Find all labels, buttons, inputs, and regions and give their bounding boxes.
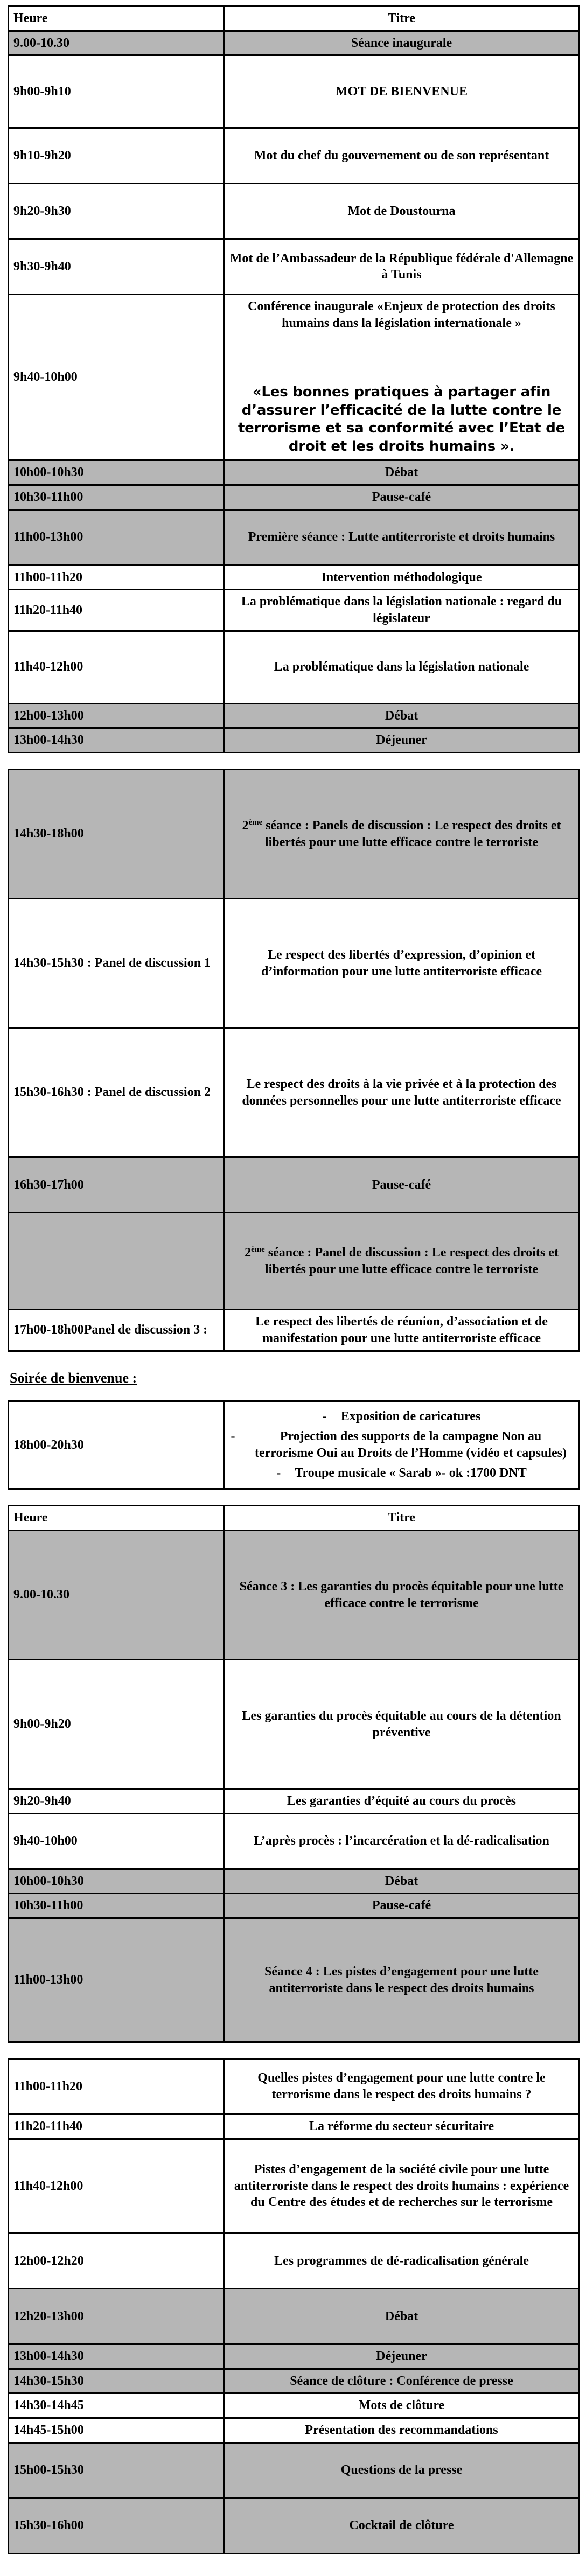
table-row — [9, 509, 580, 565]
table-row — [9, 1531, 580, 1660]
cell-time: 11h40-12h00 — [9, 2139, 224, 2233]
cell-time: 9h30-9h40 — [9, 239, 224, 295]
table-row — [9, 2114, 580, 2139]
soiree-table — [8, 1400, 580, 1490]
cell-time — [9, 1213, 224, 1310]
table-row — [9, 565, 580, 590]
cell-time: 15h30-16h30 : Panel de discussion 2 — [9, 1028, 224, 1157]
table-row — [9, 2442, 580, 2498]
table-row — [9, 2139, 580, 2233]
cell-title: La réforme du secteur sécuritaire — [224, 2114, 580, 2139]
column-header-titre: Titre — [224, 1506, 580, 1531]
cell-title: Mot de Doustourna — [224, 184, 580, 239]
cell-time: 18h00-20h30 — [9, 1401, 224, 1489]
table-row — [9, 2418, 580, 2443]
cell-title-conference — [224, 295, 580, 460]
cell-title: Les programmes de dé-radicalisation générale — [224, 2233, 580, 2288]
cell-time: 15h00-15h30 — [9, 2442, 224, 2498]
bullet-text: Troupe musicale « Sarab »- ok :1700 DNT — [295, 1466, 527, 1481]
cell-time: 13h00-14h30 — [9, 2344, 224, 2369]
table-row — [9, 703, 580, 728]
cell-title: Le respect des droits à la vie privée et à la protection des données personnelles pour une lutte antiterroriste efficace — [224, 1028, 580, 1157]
cell-time: 9h10-9h20 — [9, 128, 224, 184]
cell-title: Séance inaugurale — [224, 31, 580, 55]
cell-time: 11h40-12h00 — [9, 631, 224, 703]
cell-title-bullets — [224, 1401, 580, 1489]
cell-time: 14h30-18h00 — [9, 770, 224, 899]
table-row — [9, 2288, 580, 2344]
list-item — [229, 1428, 574, 1462]
table-row — [9, 2369, 580, 2393]
cell-time: 15h30-16h00 — [9, 2498, 224, 2553]
table-row — [9, 485, 580, 509]
cell-time: 14h30-15h30 — [9, 2369, 224, 2393]
table-row — [9, 728, 580, 753]
table-row — [9, 1401, 580, 1489]
table-gap-divider — [8, 2043, 578, 2058]
cell-time: 11h00-13h00 — [9, 1918, 224, 2042]
cell-title: Pistes d’engagement de la société civile pour une lutte antiterroriste dans le respect des droits humains : expérience du Centre des études et de recherches sur le terrorisme — [224, 2139, 580, 2233]
ordinal-suffix: ème — [248, 818, 263, 827]
cell-time: 16h30-17h00 — [9, 1157, 224, 1213]
table-row — [9, 2344, 580, 2369]
table-row — [9, 239, 580, 295]
table-row — [9, 128, 580, 184]
seance-text: séance : Panels de discussion : Le respect des droits et libertés pour une lutte efficace contre le terroriste — [262, 818, 561, 849]
cell-title: Débat — [224, 1869, 580, 1894]
soiree-bullet-list — [229, 1408, 574, 1482]
table-row — [9, 1157, 580, 1213]
table-row — [9, 2059, 580, 2114]
cell-time: 12h20-13h00 — [9, 2288, 224, 2344]
cell-title: Mots de clôture — [224, 2393, 580, 2418]
list-item — [229, 1465, 574, 1482]
cell-time: 14h30-14h45 — [9, 2393, 224, 2418]
day1-schedule-table — [8, 5, 580, 753]
cell-title: Débat — [224, 460, 580, 485]
soiree-heading: Soirée de bienvenue : — [10, 1370, 137, 1386]
day1-afternoon-table — [8, 769, 580, 1351]
day2-schedule-table — [8, 1505, 580, 2043]
cell-title: Les garanties d’équité au cours du procès — [224, 1789, 580, 1814]
table-header-row — [9, 1506, 580, 1531]
cell-time: 11h20-11h40 — [9, 2114, 224, 2139]
conference-title-line: Conférence inaugurale «Enjeux de protection des droits humains dans la législation internationale » — [248, 299, 555, 331]
table-row — [9, 2498, 580, 2553]
table-row — [9, 899, 580, 1028]
table-row — [9, 1813, 580, 1869]
cell-title: Mot du chef du gouvernement ou de son représentant — [224, 128, 580, 184]
table-row-conference — [9, 295, 580, 460]
table-row — [9, 1660, 580, 1789]
list-item — [229, 1408, 574, 1425]
cell-title: Séance de clôture : Conférence de presse — [224, 2369, 580, 2393]
cell-time: 9.00-10.30 — [9, 31, 224, 55]
seance-number: 2 — [245, 1245, 252, 1260]
table-gap-divider — [8, 1490, 578, 1505]
cell-time: 10h30-11h00 — [9, 1894, 224, 1918]
cell-title: Séance 4 : Les pistes d’engagement pour une lutte antiterroriste dans le respect des droits humains — [224, 1918, 580, 2042]
cell-time: 10h30-11h00 — [9, 485, 224, 509]
cell-title: La problématique dans la législation nationale : regard du législateur — [224, 590, 580, 631]
table-row — [9, 460, 580, 485]
table-row — [9, 31, 580, 55]
cell-title: Présentation des recommandations — [224, 2418, 580, 2443]
cell-time: 9h00-9h10 — [9, 55, 224, 128]
cell-title: Débat — [224, 2288, 580, 2344]
ordinal-suffix: ème — [251, 1245, 265, 1254]
cell-title: Mot de l’Ambassadeur de la République fédérale d'Allemagne à Tunis — [224, 239, 580, 295]
cell-title: Le respect des libertés d’expression, d’opinion et d’information pour une lutte antiterroriste efficace — [224, 899, 580, 1028]
table-row — [9, 1028, 580, 1157]
bullet-text: Projection des supports de la campagne Non au terrorisme Oui au Droits de l’Homme (vidéo et capsules) — [254, 1429, 567, 1460]
table-row — [9, 1894, 580, 1918]
cell-time: 14h45-15h00 — [9, 2418, 224, 2443]
dash-bullet-icon: - — [276, 1466, 281, 1481]
cell-title — [224, 770, 580, 899]
cell-title: MOT DE BIENVENUE — [224, 55, 580, 128]
cell-title: Les garanties du procès équitable au cours de la détention préventive — [224, 1660, 580, 1789]
column-header-heure: Heure — [9, 1506, 224, 1531]
cell-time: 9.00-10.30 — [9, 1531, 224, 1660]
table-row — [9, 2393, 580, 2418]
column-header-heure: Heure — [9, 6, 224, 31]
cell-time: 11h00-13h00 — [9, 509, 224, 565]
cell-time: 13h00-14h30 — [9, 728, 224, 753]
cell-title: Pause-café — [224, 1157, 580, 1213]
cell-title: Pause-café — [224, 485, 580, 509]
cell-time: 10h00-10h30 — [9, 1869, 224, 1894]
cell-title: Cocktail de clôture — [224, 2498, 580, 2553]
cell-title: Première séance : Lutte antiterroriste et droits humains — [224, 509, 580, 565]
cell-title: L’après procès : l’incarcération et la dé-radicalisation — [224, 1813, 580, 1869]
cell-title: Intervention méthodologique — [224, 565, 580, 590]
table-header-row — [9, 6, 580, 31]
table-row — [9, 631, 580, 703]
cell-time: 12h00-12h20 — [9, 2233, 224, 2288]
cell-title: Quelles pistes d’engagement pour une lutte contre le terrorisme dans le respect des droits humains ? — [224, 2059, 580, 2114]
cell-time: 10h00-10h30 — [9, 460, 224, 485]
table-row — [9, 55, 580, 128]
conference-quote-line: «Les bonnes pratiques à partager afin d’assurer l’efficacité de la lutte contre le terrorisme et sa conformité avec l’Etat de droit et les droits humains ». — [238, 383, 566, 455]
table-row — [9, 770, 580, 899]
cell-title: Déjeuner — [224, 2344, 580, 2369]
cell-time: 9h40-10h00 — [9, 1813, 224, 1869]
bullet-text: Exposition de caricatures — [340, 1409, 481, 1423]
cell-time: 12h00-13h00 — [9, 703, 224, 728]
seance-text: séance : Panel de discussion : Le respect des droits et libertés pour une lutte efficace contre le terroriste — [264, 1245, 559, 1276]
seance-number: 2 — [242, 818, 249, 833]
dash-bullet-icon: - — [231, 1429, 235, 1443]
cell-time: 9h20-9h30 — [9, 184, 224, 239]
cell-title: Déjeuner — [224, 728, 580, 753]
table-row — [9, 1310, 580, 1351]
cell-title: Pause-café — [224, 1894, 580, 1918]
cell-time: 9h20-9h40 — [9, 1789, 224, 1814]
day2-second-table — [8, 2058, 580, 2554]
cell-time: 11h00-11h20 — [9, 2059, 224, 2114]
cell-title: Le respect des libertés de réunion, d’association et de manifestation pour une lutte antiterroriste efficace — [224, 1310, 580, 1351]
cell-title: Séance 3 : Les garanties du procès équitable pour une lutte efficace contre le terrorisme — [224, 1531, 580, 1660]
table-row — [9, 2233, 580, 2288]
table-row — [9, 1869, 580, 1894]
cell-time: 9h00-9h20 — [9, 1660, 224, 1789]
column-header-titre: Titre — [224, 6, 580, 31]
cell-title: Débat — [224, 703, 580, 728]
table-gap-divider — [8, 753, 578, 769]
cell-title: La problématique dans la législation nationale — [224, 631, 580, 703]
cell-time: 9h40-10h00 — [9, 295, 224, 460]
table-row — [9, 1918, 580, 2042]
dash-bullet-icon: - — [322, 1409, 327, 1423]
cell-time: 17h00-18h00Panel de discussion 3 : — [9, 1310, 224, 1351]
table-row — [9, 590, 580, 631]
cell-time: 11h20-11h40 — [9, 590, 224, 631]
table-row — [9, 1789, 580, 1814]
table-row — [9, 184, 580, 239]
cell-time: 11h00-11h20 — [9, 565, 224, 590]
cell-title: Questions de la presse — [224, 2442, 580, 2498]
cell-time: 14h30-15h30 : Panel de discussion 1 — [9, 899, 224, 1028]
table-row — [9, 1213, 580, 1310]
cell-title — [224, 1213, 580, 1310]
